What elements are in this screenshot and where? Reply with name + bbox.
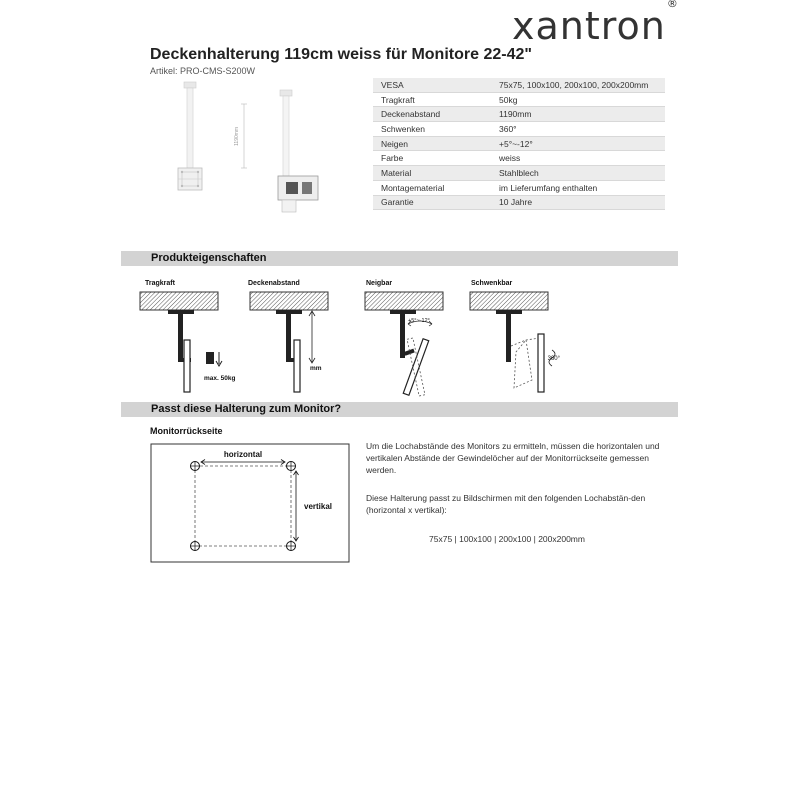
- spec-label: Neigen: [373, 136, 491, 151]
- product-photo-side: [234, 90, 340, 220]
- description-paragraph-1: Um die Lochabstände des Monitors zu ermitteln, müssen die horizontalen und vertikalen Abstände der Gewindelöcher auf der Monitorrückseite gemessen werden.: [366, 441, 660, 475]
- product-photo-front: [160, 82, 220, 212]
- ceiling-icon: [365, 292, 443, 310]
- spec-table: [373, 78, 665, 210]
- spec-row: [373, 107, 665, 122]
- vertical-label: vertikal: [304, 502, 333, 511]
- spec-value: 10 Jahre: [491, 195, 665, 210]
- diagram-tilt: [365, 292, 443, 396]
- spec-value: 50kg: [491, 92, 665, 107]
- vesa-compatibility-list: 75x75 | 100x100 | 200x100 | 200x200mm: [429, 534, 585, 544]
- spec-value: +5°~-12°: [491, 136, 665, 151]
- article-number: Artikel: PRO-CMS-S200W: [150, 66, 256, 76]
- diagram-load: [140, 292, 235, 392]
- spec-label: VESA: [373, 78, 491, 92]
- spec-label: Garantie: [373, 195, 491, 210]
- horizontal-label: horizontal: [223, 450, 263, 459]
- spec-row: [373, 136, 665, 151]
- tilt-note: +5°~-12°: [408, 318, 430, 324]
- section-features-header: Produkteigenschaften: [121, 251, 678, 266]
- feature-label-load: Tragkraft: [145, 280, 175, 287]
- spec-row: [373, 180, 665, 195]
- photo-dimension-label: 1190mm: [234, 126, 240, 146]
- spec-value: Stahlblech: [491, 166, 665, 181]
- swivel-note: 360°: [547, 356, 560, 362]
- diagram-swivel: [470, 292, 561, 392]
- spec-label: Material: [373, 166, 491, 181]
- section-fit-header: Passt diese Halterung zum Monitor?: [121, 402, 678, 417]
- distance-note: mm: [310, 365, 322, 372]
- spec-label: Montagematerial: [373, 180, 491, 195]
- feature-label-distance: Deckenabstand: [248, 280, 300, 287]
- spec-value: 1190mm: [491, 107, 665, 122]
- ceiling-icon: [250, 292, 328, 310]
- brand-name: xantron: [512, 4, 666, 48]
- spec-value: 75x75, 100x100, 200x100, 200x200mm: [491, 78, 665, 92]
- spec-label: Schwenken: [373, 122, 491, 137]
- description-paragraph-2: Diese Halterung passt zu Bildschirmen mit den folgenden Lochabstän-den (horizontal x vertikal):: [366, 493, 646, 515]
- spec-row: [373, 78, 665, 92]
- load-note: max. 50kg: [204, 375, 236, 382]
- feature-diagrams: [140, 290, 560, 400]
- spec-row: [373, 195, 665, 210]
- spec-row: [373, 122, 665, 137]
- spec-value: 360°: [491, 122, 665, 137]
- brand-logo: [512, 0, 679, 48]
- spec-value: weiss: [491, 151, 665, 166]
- ceiling-icon: [470, 292, 548, 310]
- spec-row: [373, 151, 665, 166]
- spec-row: [373, 92, 665, 107]
- product-title: Deckenhalterung 119cm weiss für Monitore 22-42": [150, 46, 532, 63]
- spec-label: Tragkraft: [373, 92, 491, 107]
- spec-value: im Lieferumfang enthalten: [491, 180, 665, 195]
- diagram-distance: [250, 292, 328, 392]
- weight-icon: [206, 352, 214, 364]
- spec-label: Farbe: [373, 151, 491, 166]
- spec-label: Deckenabstand: [373, 107, 491, 122]
- feature-label-swivel: Schwenkbar: [471, 280, 513, 287]
- registered-mark: ®: [666, 0, 679, 11]
- ceiling-icon: [140, 292, 218, 310]
- vesa-hole-diagram: [150, 440, 350, 565]
- feature-label-tilt: Neigbar: [366, 280, 393, 287]
- spec-row: [373, 166, 665, 181]
- monitor-back-heading: Monitorrückseite: [150, 426, 223, 436]
